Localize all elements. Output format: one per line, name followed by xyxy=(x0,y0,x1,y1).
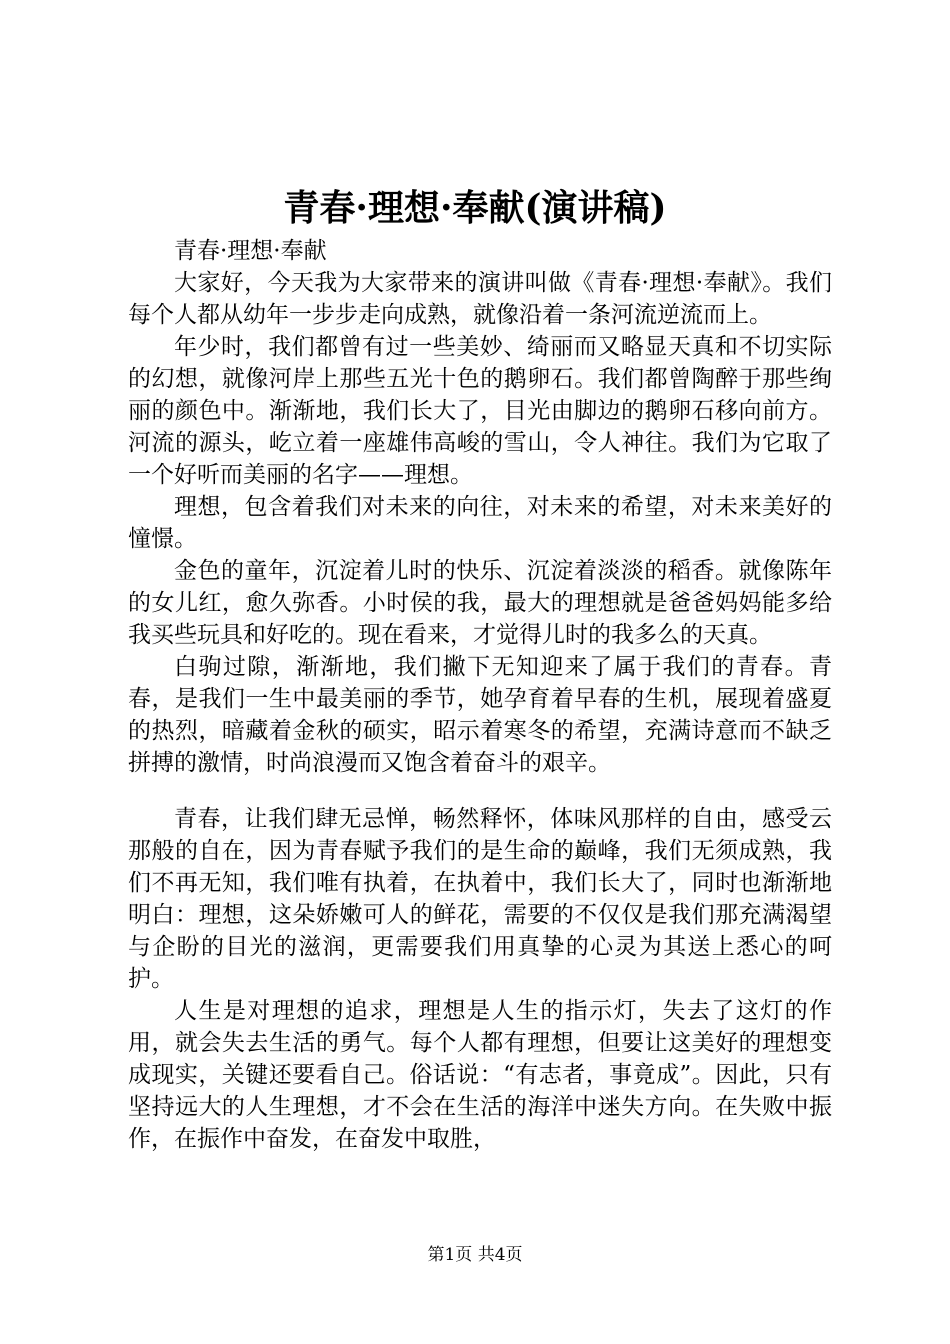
paragraph: 人生是对理想的追求，理想是人生的指示灯，失去了这灯的作用，就会失去生活的勇气。每个人都有理想，但要让这美好的理想变成现实，关键还要看自己。俗话说：“有志者，事竟成”。因此，只有坚持远大的人生理想，才不会在生活的海洋中迷失方向。在失败中振作，在振作中奋发，在奋发中取胜， xyxy=(128,998,832,1152)
paragraph-subtitle: 青春·理想·奉献 xyxy=(174,238,327,264)
paragraph: 金色的童年，沉淀着儿时的快乐、沉淀着淡淡的稻香。就像陈年的女儿红，愈久弥香。小时侯的我，最大的理想就是爸爸妈妈能多给我买些玩具和好吃的。现在看来，才觉得儿时的我多么的天真。 xyxy=(128,558,832,648)
paragraph: 青春，让我们肆无忌惮，畅然释怀，体味风那样的自由，感受云那般的自在，因为青春赋予我们的是生命的巅峰，我们无须成熟，我们不再无知，我们唯有执着，在执着中，我们长大了，同时也渐渐地明白：理想，这朵娇嫩可人的鲜花，需要的不仅仅是我们那充满渴望与企盼的目光的滋润，更需要我们用真挚的心灵为其送上悉心的呵护。 xyxy=(128,806,832,992)
paragraph: 理想，包含着我们对未来的向往，对未来的希望，对未来美好的憧憬。 xyxy=(128,494,832,552)
page-number-footer: 第1页 共4页 xyxy=(427,1245,523,1265)
paragraph: 大家好，今天我为大家带来的演讲叫做《青春·理想·奉献》。我们每个人都从幼年一步步走向成熟，就像沿着一条河流逆流而上。 xyxy=(128,270,832,328)
paragraph: 白驹过隙，渐渐地，我们撇下无知迎来了属于我们的青春。青春，是我们一生中最美丽的季节，她孕育着早春的生机，展现着盛夏的热烈，暗藏着金秋的硕实，昭示着寒冬的希望，充满诗意而不缺乏拼搏的激情，时尚浪漫而又饱含着奋斗的艰辛。 xyxy=(128,654,832,776)
document-body xyxy=(128,235,832,1155)
paragraph: 年少时，我们都曾有过一些美妙、绮丽而又略显天真和不切实际的幻想，就像河岸上那些五光十色的鹅卵石。我们都曾陶醉于那些绚丽的颜色中。渐渐地，我们长大了，目光由脚边的鹅卵石移向前方。河流的源头，屹立着一座雄伟高峻的雪山，令人神往。我们为它取了一个好听而美丽的名字——理想。 xyxy=(128,334,832,488)
document-title: 青春·理想·奉献(演讲稿) xyxy=(283,187,667,229)
